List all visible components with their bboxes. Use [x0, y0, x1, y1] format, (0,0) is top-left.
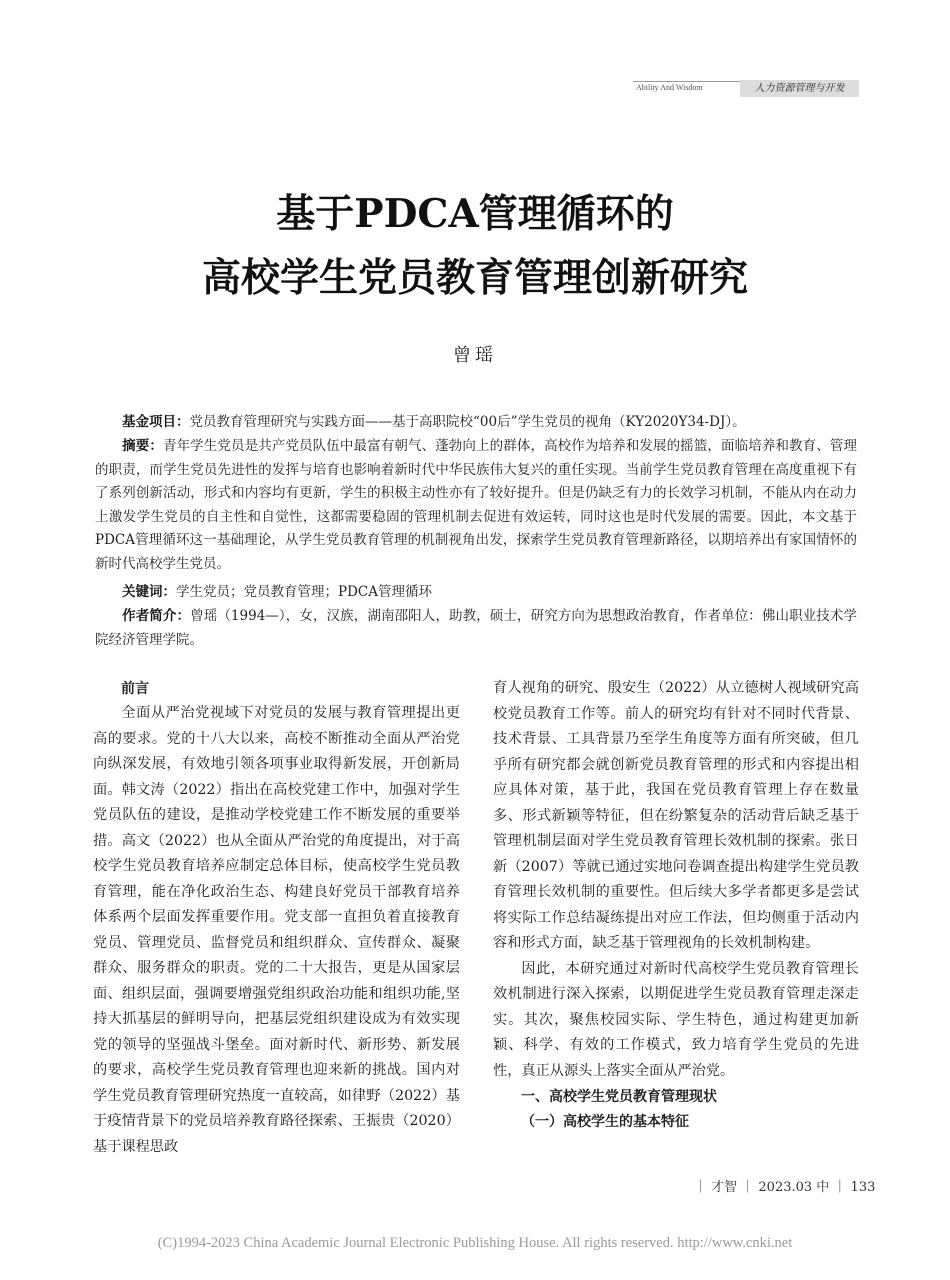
- page-info: ｜ 才智 ｜ 2023.03 中 ｜ 133: [694, 1180, 876, 1195]
- keywords-text: 学生党员；党员教育管理；PDCA管理循环: [176, 584, 432, 600]
- right-paragraph-1: 育人视角的研究、殷安生（2022）从立德树人视域研究高校党员教育工作等。前人的研究均有针对不同时代背景、技术背景、工具背景乃至学生角度等方面有所突破，但几乎所有研究都会就创新党员教育管理的形式和内容提出相应具体对策，基于此，我国在党员教育管理上存在数量多、形式新颖等特征，但在纷繁复杂的活动背后缺乏基于管理机制层面对学生党员教育管理长效机制的探索。张日新（2007）等就已通过实地问卷调查提出构建学生党员教育管理长效机制的重要性。但后续大多学者都更多是尝试将实际工作总结凝练提出对应工作法，但均侧重于活动内容和形式方面，缺乏基于管理视角的长效机制构建。: [493, 680, 859, 951]
- left-column: [93, 676, 460, 1160]
- section-heading-1: 一、高校学生党员教育管理现状: [521, 1088, 717, 1104]
- abstract: [95, 434, 857, 576]
- article-title-line-2: 高校学生党员教育管理创新研究: [201, 255, 748, 301]
- fund-project: [95, 410, 857, 435]
- section-heading-1-1: （一）高校学生的基本特征: [521, 1113, 689, 1129]
- article-title-line-1: 基于PDCA管理循环的: [276, 191, 674, 237]
- preface-paragraph: 全面从严治党视域下对党员的发展与教育管理提出更高的要求。党的十八大以来，高校不断推动全面从严治党向纵深发展，有效地引领各项事业取得新发展，开创新局面。韩文涛（2022）指出在高校党建工作中，加强对学生党员队伍的建设，是推动学校党建工作不断发展的重要举措。高文（2022）也从全面从严治党的角度提出，对于高校学生党员教育培养应制定总体目标，使高校学生党员教育管理，能在净化政治生态、构建良好党员干部教育培养体系两个层面发挥重要作用。党支部一直担负着直接教育党员、管理党员、监督党员和组织群众、宣传群众、凝聚群众、服务群众的职责。党的二十大报告，更是从国家层面、组织层面，强调要增强党组织政治功能和组织功能,坚持大抓基层的鲜明导向，把基层党组织建设成为有效实现党的领导的坚强战斗堡垒。面对新时代、新形势、新发展的要求，高校学生党员教育管理也迎来新的挑战。国内对学生党员教育管理研究热度一直较高，如律野（2022）基于疫情背景下的党员培养教育路径探索、王振贵（2020）基于课程思政: [93, 705, 460, 1155]
- copyright-watermark: (C)1994-2023 China Academic Journal Electronic Publishing House. All rights reserved. http://www.cnki.net: [157, 1235, 793, 1251]
- abstract-text: 青年学生党员是共产党员队伍中最富有朝气、蓬勃向上的群体，高校作为培养和发展的摇篮，面临培养和教育、管理的职责，而学生党员先进性的发挥与培育也影响着新时代中华民族伟大复兴的重任实现。当前学生党员教育管理在高度重视下有了系列创新活动，形式和内容均有更新，学生的积极主动性亦有了较好提升。但是仍缺乏有力的长效学习机制，不能从内在动力上激发学生党员的自主性和自觉性，这都需要稳固的管理机制去促进有效运转，同时这也是时代发展的需要。因此，本文基于PDCA管理循环这一基础理论，从学生党员教育管理的机制视角出发，探索学生党员教育管理新路径，以期培养出有家国情怀的新时代高校学生党员。: [95, 438, 858, 572]
- column-category-label: 人力资源管理与开发: [740, 80, 859, 97]
- author-info: [95, 604, 857, 652]
- fund-text: 党员教育管理研究与实践方面——基于高职院校“00后”学生党员的视角（KY2020Y34-DJ）。: [189, 414, 746, 430]
- author-name: 曾瑶: [453, 345, 497, 366]
- journal-english-name: Ability And Wisdom: [636, 83, 703, 92]
- keywords-label: 关键词：: [122, 584, 176, 599]
- right-paragraph-2: 因此，本研究通过对新时代高校学生党员教育管理长效机制进行深入探索，以期促进学生党员教育管理走深走实。其次，聚焦校园实际、学生特色，通过构建更加新颖、科学、有效的工作模式，致力培育学生党员的先进性，真正从源头上落实全面从严治党。: [493, 960, 859, 1079]
- abstract-label: 摘要：: [122, 438, 163, 453]
- keywords: [95, 580, 857, 605]
- fund-label: 基金项目：: [122, 414, 190, 429]
- right-column: [493, 676, 859, 1134]
- preface-heading: 前言: [121, 680, 149, 696]
- author-info-label: 作者简介：: [122, 608, 191, 623]
- author-info-text: 曾瑶（1994—），女，汉族，湖南邵阳人，助教，硕士，研究方向为思想政治教育，作者单位：佛山职业技术学院经济管理学院。: [95, 608, 857, 648]
